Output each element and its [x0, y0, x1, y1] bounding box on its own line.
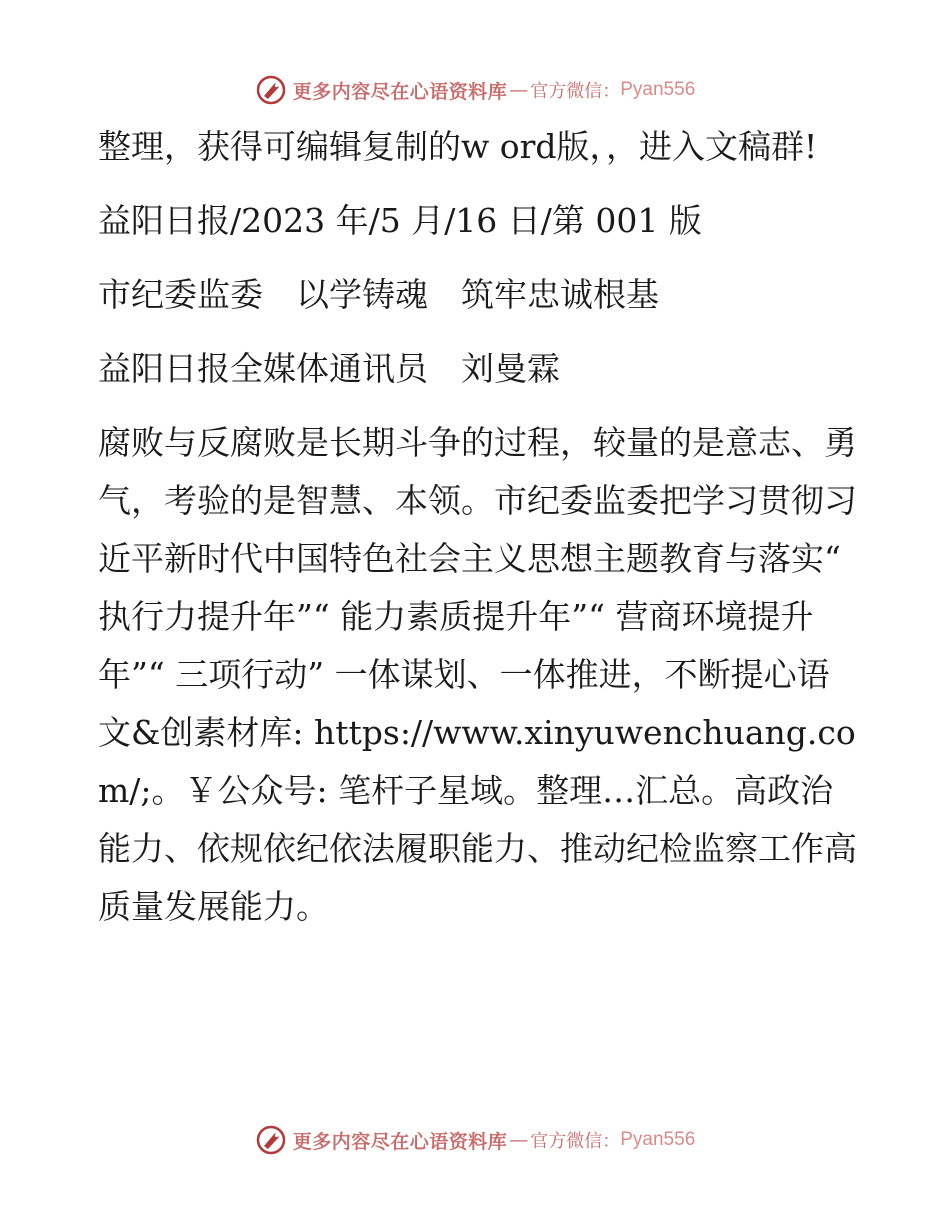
banner-site-text: 更多内容尽在心语资料库	[292, 1130, 508, 1153]
banner-wechat-label: 官方微信：	[530, 1131, 621, 1152]
header-banner	[0, 70, 950, 110]
banner-dash: —	[509, 1129, 529, 1151]
footer-banner	[0, 1120, 950, 1160]
banner-dash: —	[509, 79, 529, 101]
banner-wechat-label: 官方微信：	[530, 81, 621, 102]
source-line: 益阳日报/2023 年/5 月/16 日/第 001 版	[98, 201, 702, 240]
intro-paragraph: 整理，获得可编辑复制的w ord版，，进入文稿群!	[98, 127, 818, 166]
byline: 益阳日报全媒体通讯员 刘曼霖	[98, 349, 560, 388]
body-paragraph: 腐败与反腐败是长期斗争的过程，较量的是意志、勇气，考验的是智慧、本领。市纪委监委把学习贯彻习近平新时代中国特色社会主义思想主题教育与落实“ 执行力提升年”“ 能力素质提升年”“ 营商环境提升年”“ 三项行动” 一体谋划、一体推进，不断提心语文&创素材库: https://www.xinyuwenchuang.com/;。￥公众号: 笔杆子星域。整理…汇总。高政治能力、依规依纪依法履职能力、推动纪检监察工作高质量发展能力。	[98, 423, 857, 926]
document-body	[98, 118, 858, 952]
banner-site-text: 更多内容尽在心语资料库	[292, 80, 508, 103]
banner-wechat-id: Pyan556	[620, 79, 696, 100]
article-title: 市纪委监委 以学铸魂 筑牢忠诚根基	[98, 275, 659, 314]
pen-nib-circle-icon	[255, 1124, 287, 1156]
pen-nib-circle-icon	[255, 74, 287, 106]
banner-wechat-id: Pyan556	[620, 1129, 696, 1150]
